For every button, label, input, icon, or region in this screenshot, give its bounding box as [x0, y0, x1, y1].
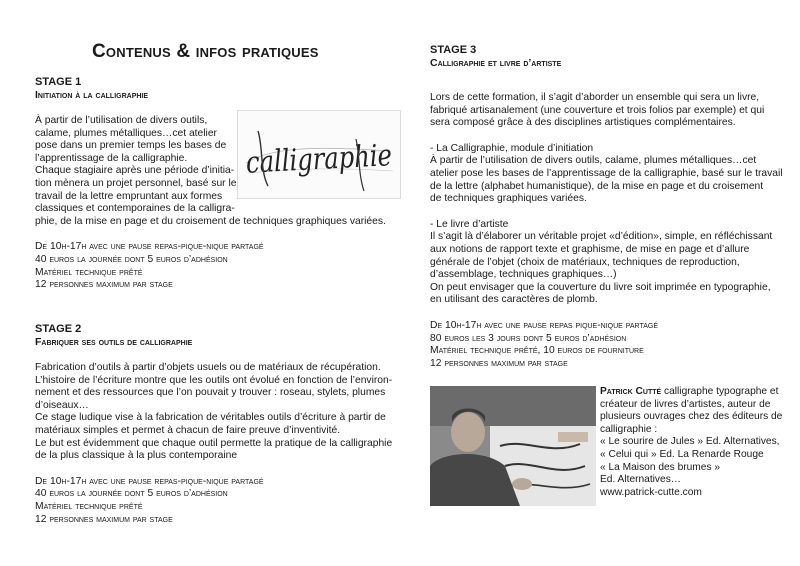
stage2-info-capacity: 12 personnes maximum par stage	[35, 513, 173, 525]
calligraphy-illustration	[237, 110, 428, 199]
calligrapher-photo	[430, 386, 596, 506]
stage2-info-hours: De 10h-17h avec une pause repas-pique-nique partagé	[35, 475, 264, 487]
author-bio	[600, 386, 795, 499]
book-item: « La Maison des brumes »	[600, 461, 721, 473]
stage2-info-material: Matériel technique prêté	[35, 500, 143, 512]
stage3-heading: STAGE 3	[430, 44, 477, 56]
stage3-module-calligraphy: - La Calligraphie, module d’initiation À partir de l’utilisation de divers outils, calame, plumes métalliques…cet atelier pose les bases de l’apprentissage de la calligraphie, basé sur le travail de la lettre (alphabet humanistique), de la mise en page et du croisement de techniques graphiques variées.	[430, 142, 783, 205]
stage2-info-price: 40 euros la journée dont 5 euros d’adhésion	[35, 488, 228, 500]
book-item: « Le sourire de Jules » Ed. Alternatives,	[600, 436, 780, 448]
stage1-info-hours: De 10h-17h avec une pause repas-pique-nique partagé	[35, 241, 264, 253]
book-item: « Celui qui » Ed. La Renarde Rouge	[600, 448, 764, 460]
calligraphy-artwork-text: calligraphie	[245, 136, 428, 181]
book-item: Ed. Alternatives…	[600, 474, 681, 486]
stage1-info-material: Matériel technique prêté	[35, 266, 143, 278]
stage1-body: À partir de l’utilisation de divers outils, calame, plumes métalliques…cet atelier pose dans un premier temps les bases de l’apprentissage de la calligraphie. Chaque stagiaire après une période d’initia- tion mènera un projet personnel, basé sur le travail de la lettre empruntant aux formes classiques et contemporaines de la calligra- phie, de la mise en page et du croisement de techniques graphiques variées.	[35, 115, 386, 227]
stage2-section	[35, 323, 405, 526]
author-description: calligraphe typographe et créateur de livres d’artistes, auteur de plusieurs ouvrages chez des éditeurs de calligraphie :	[600, 386, 783, 435]
stage1-subtitle: Initiation à la calligraphie	[35, 89, 149, 101]
stage1-heading: STAGE 1	[35, 76, 82, 88]
stage2-heading: STAGE 2	[35, 323, 82, 335]
page-title: Contenus & infos pratiques	[92, 41, 319, 62]
stage3-info-material: Matériel technique prêté, 10 euros de fourniture	[430, 345, 644, 357]
stage3-info-price: 80 euros les 3 jours dont 5 euros d’adhésion	[430, 332, 627, 344]
stage3-info-capacity: 12 personnes maximum par stage	[430, 357, 568, 369]
stage2-body: Fabrication d’outils à partir d’objets usuels ou de matériaux de récupération. L’histoire de l’écriture montre que les outils ont évolué en fonction de l’environ- nement et des ressources que l’on pouvait y trouver : roseau, stylets, plumes d’oiseaux… Ce stage ludique vise à la fabrication de véritables outils d’écriture à partir de matériaux simples et permet à chacun de faire preuve d’inventivité. Le but est évidemment que chaque outil permette la pratique de la calligraphie de la plus classique à la plus contemporaine	[35, 362, 393, 462]
stage3-module-artist-book: - Le livre d’artiste Il s’agit là d’élaborer un véritable projet «d’édition», simple, en réfléchissant aux notions de rapport texte et graphisme, de mise en page et d’allure générale de l’objet (choix de matériaux, techniques de reproduction, d’assemblage, techniques graphiques…) On peut envisager que la couverture du livre soit imprimée en typographie, en utilisant des caractères de plomb.	[430, 218, 773, 306]
stage1-info-capacity: 12 personnes maximum par stage	[35, 279, 173, 291]
stage2-subtitle: Fabriquer ses outils de calligraphie	[35, 336, 193, 348]
stage3-section	[430, 44, 795, 370]
author-name: Patrick Cutté	[600, 386, 662, 397]
stage3-info-hours: De 10h-17h avec une pause repas pique-nique partagé	[430, 319, 658, 331]
author-website-link[interactable]: www.patrick-cutte.com	[600, 486, 702, 498]
stage1-info-price: 40 euros la journée dont 5 euros d’adhésion	[35, 253, 228, 265]
stage3-intro: Lors de cette formation, il s’agit d’aborder un ensemble qui sera un livre, fabriqué artisanalement (une couverture et trois folios par exemple) et qui sera composé grâce à des disciplines artistiques complémentaires.	[430, 92, 765, 129]
stage3-subtitle: Calligraphie et livre d’artiste	[430, 57, 562, 69]
